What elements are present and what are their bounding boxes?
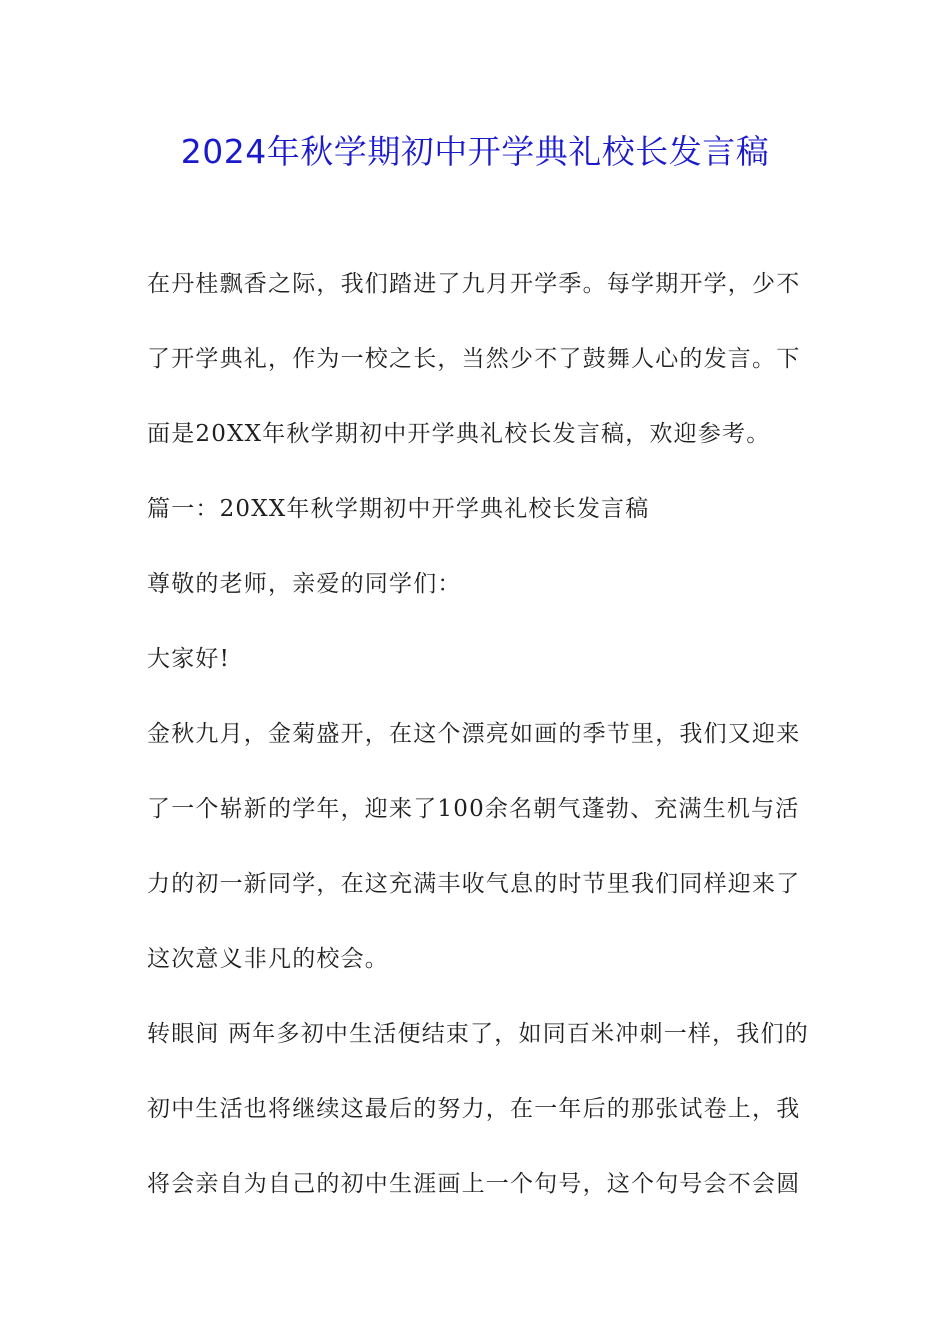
paragraph-line: 转眼间 两年多初中生活便结束了，如同百米冲刺一样，我们的 [147,1021,809,1047]
paragraph-line: 面是20XX年秋学期初中开学典礼校长发言稿，欢迎参考。 [147,421,771,447]
document-title: 2024年秋学期初中开学典礼校长发言稿 [180,132,770,171]
paragraph-line: 将会亲自为自己的初中生涯画上一个句号，这个句号会不会圆 [147,1171,801,1197]
paragraph-line: 这次意义非凡的校会。 [147,946,389,972]
greeting: 大家好! [147,646,231,672]
section-heading: 篇一：20XX年秋学期初中开学典礼校长发言稿 [147,496,650,522]
paragraph-line: 力的初一新同学，在这充满丰收气息的时节里我们同样迎来了 [147,871,801,897]
paragraph-line: 在丹桂飘香之际，我们踏进了九月开学季。每学期开学，少不 [147,271,801,297]
salutation: 尊敬的老师，亲爱的同学们： [147,571,462,597]
paragraph-line: 了一个崭新的学年，迎来了100余名朝气蓬勃、充满生机与活 [147,796,800,822]
paragraph-line: 了开学典礼，作为一校之长，当然少不了鼓舞人心的发言。下 [147,346,801,372]
paragraph-line: 金秋九月，金菊盛开，在这个漂亮如画的季节里，我们又迎来 [147,721,801,747]
paragraph-line: 初中生活也将继续这最后的努力，在一年后的那张试卷上，我 [147,1096,801,1122]
